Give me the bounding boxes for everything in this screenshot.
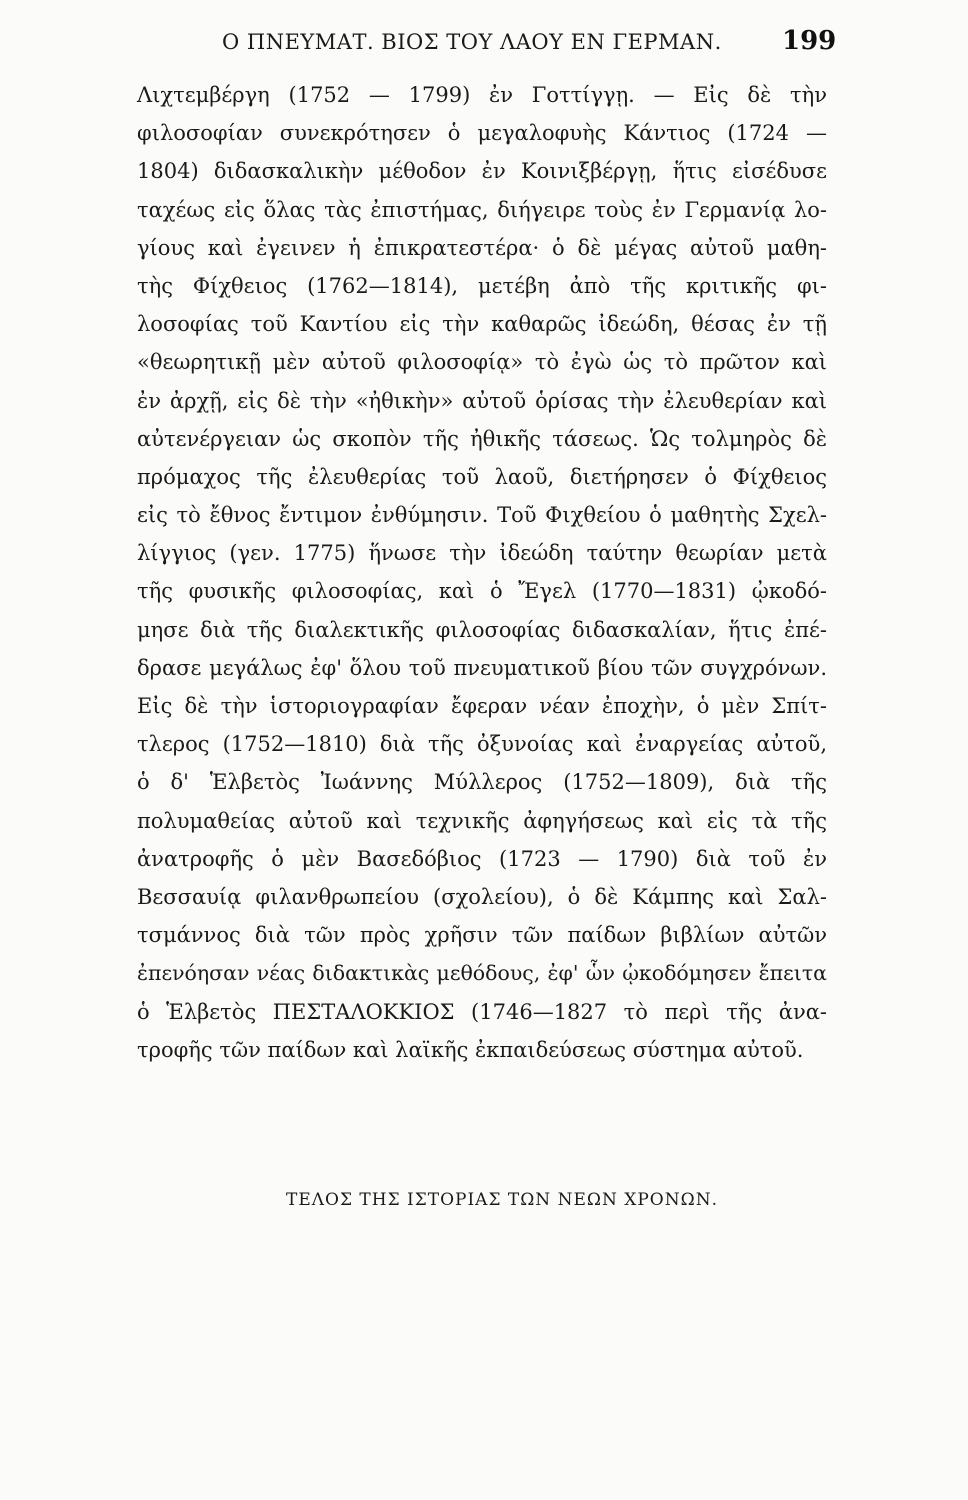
page-number: 199 [782,26,837,56]
text-line: «θεωρητικῇ μὲν αὐτοῦ φιλοσοφίᾳ» τὸ ἐγὼ ὡς τὸ πρῶτον καὶ [137,350,827,375]
text-line: πολυμαθείας αὐτοῦ καὶ τεχνικῆς ἀφηγήσεως καὶ εἰς τὰ τῆς [137,808,827,833]
text-line: πρόμαχος τῆς ἐλευθερίας τοῦ λαοῦ, διετήρησεν ὁ Φίχθειος [137,464,827,489]
text-line: αὐτενέργειαν ὡς σκοπὸν τῆς ἠθικῆς τάσεως. Ὡς τολμηρὸς δὲ [137,426,827,451]
text-line: τλερος (1752—1810) διὰ τῆς ὀξυνοίας καὶ ἐναργείας αὐτοῦ, [137,732,827,757]
text-line: ἐν ἀρχῇ, εἰς δὲ τὴν «ἠθικὴν» αὐτοῦ ὁρίσας τὴν ἐλευθερίαν καὶ [137,388,827,413]
text-line: Λιχτεμβέργη (1752 — 1799) ἐν Γοττίγγῃ. — Εἰς δὲ τὴν [137,83,827,107]
text-line: ἀνατροφῆς ὁ μὲν Βασεδόβιος (1723 — 1790) διὰ τοῦ ἐν [137,846,827,871]
running-head: Ο ΠΝΕΥΜΑΤ. ΒΙΟΣ ΤΟΥ ΛΑΟΥ ΕΝ ΓΕΡΜΑΝ. [222,30,722,54]
text-line: τὴς Φίχθειος (1762—1814), μετέβη ἀπὸ τῆς κριτικῆς φι- [137,273,827,298]
text-line: Βεσσαυίᾳ φιλανθρωπείου (σχολείου), ὁ δὲ Κάμπης καὶ Σαλ- [137,884,827,909]
text-line: ὁ Ἑλβετὸς ΠΕΣΤΑΛΟΚΚΙΟΣ (1746—1827 τὸ περὶ τῆς ἀνα- [137,999,827,1024]
text-line: τροφῆς τῶν παίδων καὶ λαϊκῆς ἐκπαιδεύσεως σύστημα αὐτοῦ. [137,1037,804,1062]
text-line: λοσοφίας τοῦ Καντίου εἰς τὴν καθαρῶς ἰδεώδη, θέσας ἐν τῇ [137,312,827,337]
text-line: ὁ δ' Ἑλβετὸς Ἰωάννης Μύλλερος (1752—1809), διὰ τῆς [137,770,827,795]
text-line: τσμάννος διὰ τῶν πρὸς χρῆσιν τῶν παίδων βιβλίων αὐτῶν [137,923,827,948]
text-line: τῆς φυσικῆς φιλοσοφίας, καὶ ὁ Ἔγελ (1770—1831) ᾠκοδό- [137,579,827,604]
body-text [137,76,827,1069]
text-line: εἰς τὸ ἔθνος ἔντιμον ἐνθύμησιν. Τοῦ Φιχθείου ὁ μαθητὴς Σχελ- [137,503,827,528]
text-line: ἐπενόησαν νέας διδακτικὰς μεθόδους, ἐφ' ὧν ᾠκοδόμησεν ἔπειτα [137,961,827,986]
text-line: Εἰς δὲ τὴν ἱστοριογραφίαν ἔφεραν νέαν ἐποχὴν, ὁ μὲν Σπίτ- [137,694,827,718]
text-line: λίγγιος (γεν. 1775) ἥνωσε τὴν ἰδεώδη ταύτην θεωρίαν μετὰ [137,541,827,566]
end-title: ΤΕΛΟΣ ΤΗΣ ΙΣΤΟΡΙΑΣ ΤΩΝ ΝΕΩΝ ΧΡΟΝΩΝ. [286,1190,718,1210]
text-line: ταχέως εἰς ὅλας τὰς ἐπιστήμας, διήγειρε τοὺς ἐν Γερμανίᾳ λο- [137,197,827,222]
text-line: φιλοσοφίαν συνεκρότησεν ὁ μεγαλοφυὴς Κάντιος (1724 — [137,121,827,146]
text-line: 1804) διδασκαλικὴν μέθοδον ἐν Κοινιξβέργῃ, ἥτις εἰσέδυσε [137,159,827,184]
text-line: μησε διὰ τῆς διαλεκτικῆς φιλοσοφίας διδασκαλίαν, ἥτις ἐπέ- [137,617,827,642]
text-line: δρασε μεγάλως ἐφ' ὅλου τοῦ πνευματικοῦ βίου τῶν συγχρόνων. [137,655,827,680]
text-line: γίους καὶ ἐγεινεν ἡ ἐπικρατεστέρα· ὁ δὲ μέγας αὐτοῦ μαθη- [137,235,827,260]
